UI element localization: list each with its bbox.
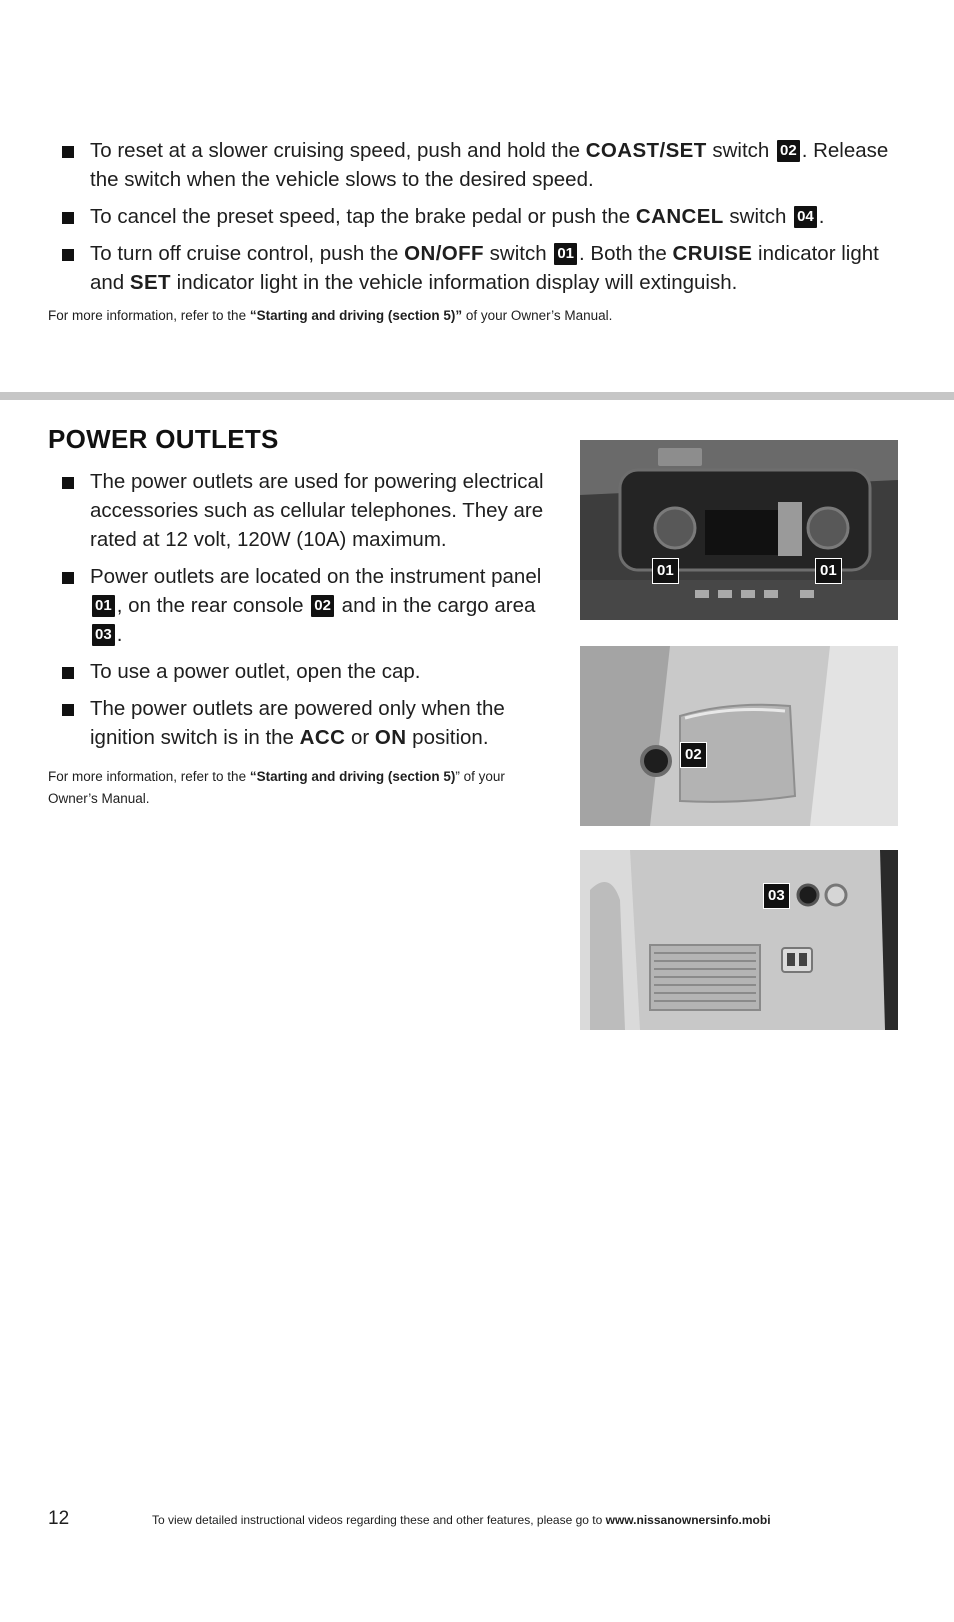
text: Power outlets are located on the instrument panel — [90, 565, 542, 588]
text: To cancel the preset speed, tap the brake pedal or push the — [90, 205, 636, 228]
list-item — [48, 136, 908, 194]
cargo-area-illustration — [580, 850, 898, 1030]
callout-badge: 01 — [815, 558, 842, 584]
bullet-square-icon — [62, 572, 74, 584]
cargo-area-photo — [580, 850, 898, 1030]
list-item — [48, 202, 908, 231]
text: To turn off cruise control, push the — [90, 242, 405, 265]
callout-badge: 03 — [763, 883, 790, 909]
text: . — [818, 205, 825, 228]
text: and in the cargo area — [335, 594, 536, 617]
bullet-square-icon — [62, 249, 74, 261]
callout-badge: 01 — [554, 243, 577, 265]
rear-console-photo — [580, 646, 898, 826]
text: switch — [706, 139, 775, 162]
text: indicator light and — [90, 242, 879, 294]
text: To use a power outlet, open the cap. — [90, 660, 421, 683]
bullet-square-icon — [62, 477, 74, 489]
text: , on the rear console — [116, 594, 310, 617]
rear-console-illustration — [580, 646, 898, 826]
bullet-square-icon — [62, 146, 74, 158]
list-item — [48, 694, 558, 752]
bullet-square-icon — [62, 667, 74, 679]
reference-note: For more information, refer to the “Starting and driving (section 5)” of your Owner’s Manual. — [48, 769, 505, 806]
callout-badge: 02 — [680, 742, 707, 768]
footer-url[interactable]: www.nissanownersinfo.mobi — [605, 1513, 771, 1527]
bold-term: ON/OFF — [404, 242, 484, 265]
callout-badge: 02 — [777, 140, 800, 162]
cruise-control-section — [48, 136, 908, 327]
callout-badge: 01 — [92, 595, 115, 617]
bold-term: SET — [129, 271, 171, 294]
callout-badge: 04 — [794, 206, 817, 228]
section-title: POWER OUTLETS — [48, 424, 279, 454]
list-item — [48, 657, 558, 686]
bold-term: ON — [374, 726, 407, 749]
power-bullet-list — [48, 467, 558, 752]
section-divider — [0, 392, 954, 400]
callout-badge: 03 — [92, 624, 115, 646]
text: To reset at a slower cruising speed, push and hold the — [90, 139, 586, 162]
text: The power outlets are used for powering electrical accessories such as cellular telephones. They are rated at 12 volt, 120W (10A) maximum. — [90, 470, 544, 551]
bullet-square-icon — [62, 704, 74, 716]
bold-term: CANCEL — [635, 205, 724, 228]
text: . — [116, 623, 123, 646]
text: or — [345, 726, 375, 749]
footer-note: To view detailed instructional videos regarding these and other features, please go to www.nissanownersinfo.mobi — [152, 1513, 771, 1527]
instrument-panel-illustration — [580, 440, 898, 620]
reference-note: For more information, refer to the “Starting and driving (section 5)” of your Owner’s Manual. — [48, 308, 613, 323]
text: indicator light in the vehicle information display will extinguish. — [170, 271, 738, 294]
bold-term: ACC — [299, 726, 346, 749]
power-outlets-section — [48, 467, 558, 810]
text: position. — [406, 726, 489, 749]
list-item — [48, 467, 558, 554]
list-item — [48, 239, 908, 297]
page-number: 12 — [48, 1508, 70, 1529]
bullet-square-icon — [62, 212, 74, 224]
text: The power outlets are powered only when the ignition switch is in the — [90, 697, 505, 749]
bold-term: CRUISE — [672, 242, 753, 265]
list-item — [48, 562, 558, 649]
text: . Release the switch when the vehicle slows to the desired speed. — [90, 139, 889, 191]
callout-badge: 01 — [652, 558, 679, 584]
text: . Both the — [579, 242, 673, 265]
text: switch — [723, 205, 793, 228]
instrument-panel-photo — [580, 440, 898, 620]
cruise-bullet-list — [48, 136, 908, 297]
bold-term: COAST/SET — [585, 139, 707, 162]
text: switch — [483, 242, 553, 265]
callout-badge: 02 — [311, 595, 334, 617]
